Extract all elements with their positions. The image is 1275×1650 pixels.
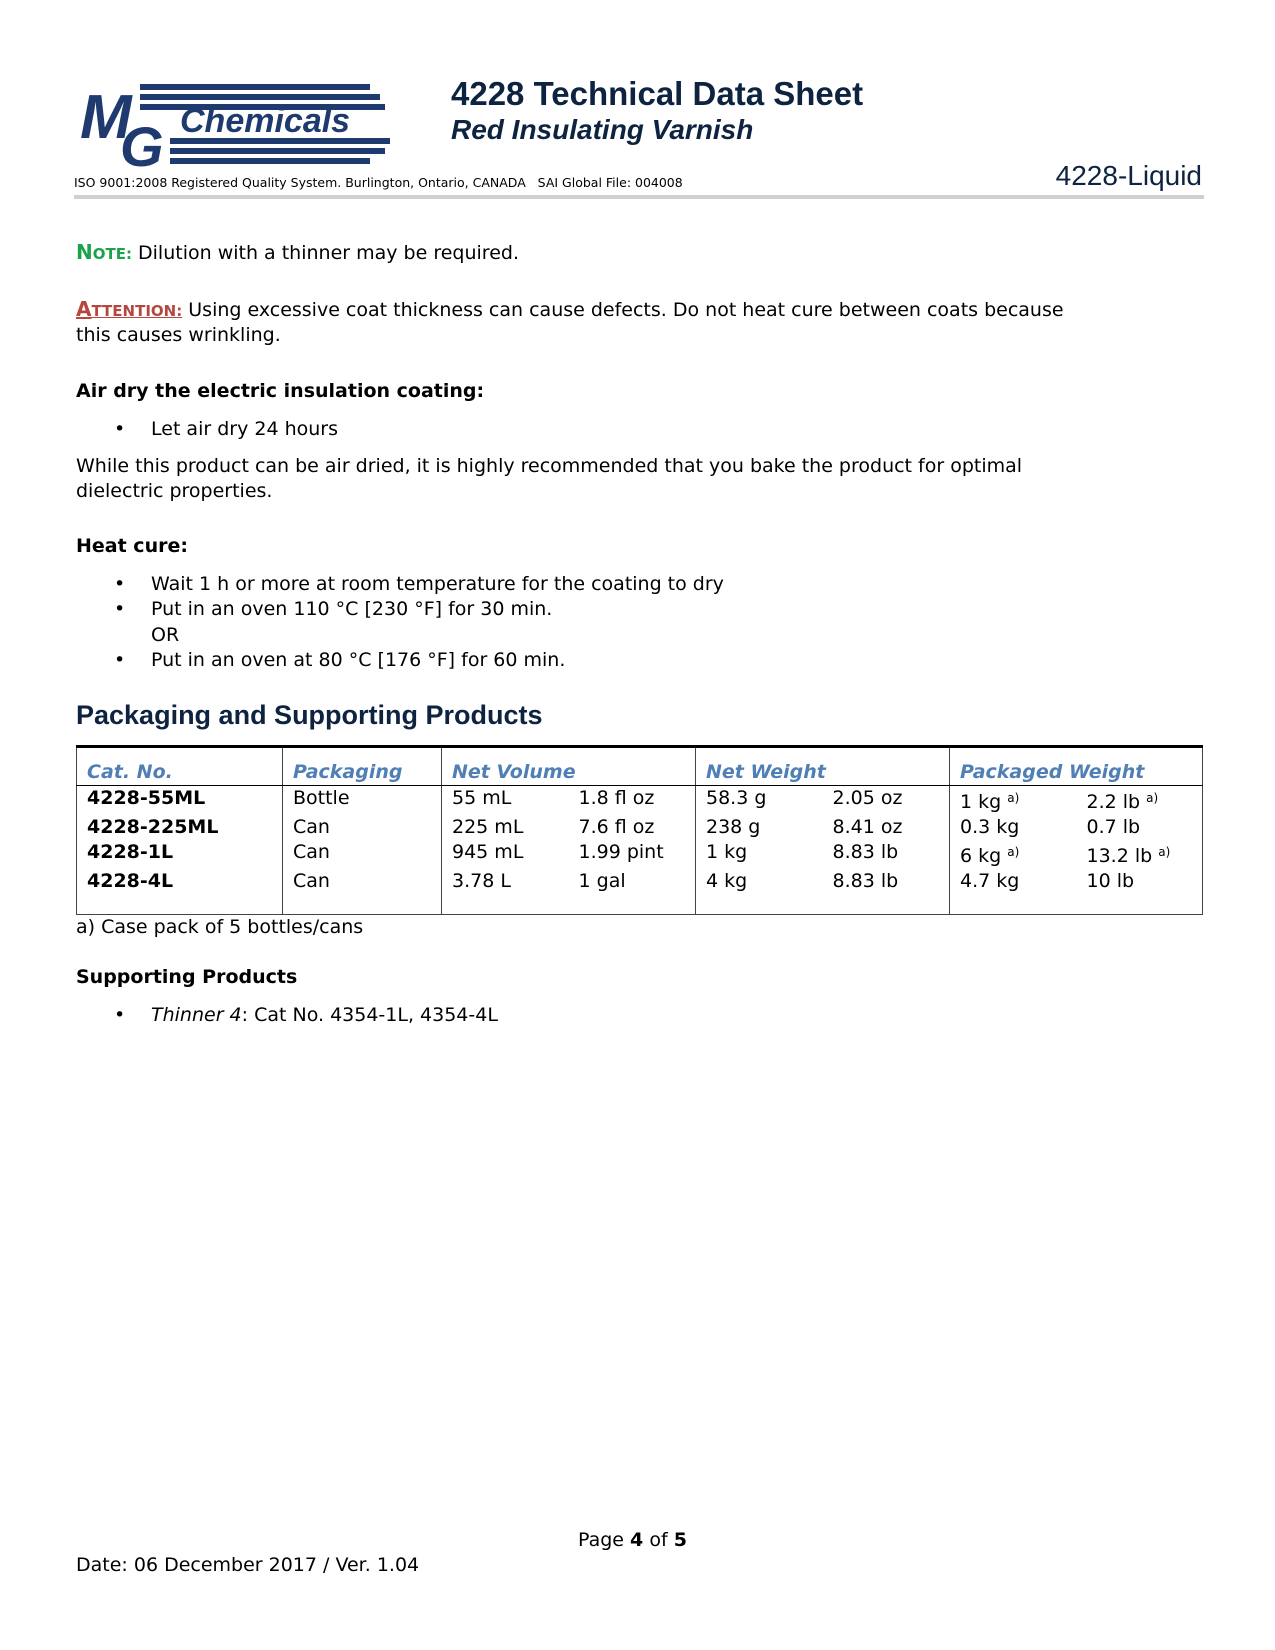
table-cell: Can bbox=[283, 869, 442, 914]
header-divider bbox=[74, 195, 1204, 199]
table-cell: 2.05 oz bbox=[832, 787, 903, 809]
table-row bbox=[77, 815, 1203, 840]
table-row bbox=[77, 840, 1203, 869]
svg-text:M: M bbox=[80, 83, 132, 152]
attention-paragraph: ATTENTION: Using excessive coat thickness can cause defects. Do not heat cure between coats because bbox=[76, 297, 1064, 321]
document-date: Date: 06 December 2017 / Ver. 1.04 bbox=[76, 1554, 420, 1576]
table-cell: 58.3 g bbox=[696, 786, 823, 816]
table-cell: 7.6 fl oz bbox=[578, 816, 655, 838]
table-cell: 1.8 fl oz bbox=[578, 787, 655, 809]
table-cell: 3.78 L bbox=[442, 869, 569, 914]
table-cell: 4228-4L bbox=[87, 870, 174, 892]
table-cell: 2.2 lb $^{a)}$ bbox=[1086, 791, 1159, 813]
air-dry-paragraph-line2: dielectric properties. bbox=[76, 480, 273, 502]
table-cell: Can bbox=[283, 815, 442, 840]
supporting-heading: Supporting Products bbox=[76, 966, 298, 988]
column-header: Packaging bbox=[283, 747, 442, 786]
bullet-icon: • bbox=[114, 573, 126, 595]
svg-text:G: G bbox=[120, 115, 164, 170]
page-number: Page 4 of 5 bbox=[578, 1529, 687, 1551]
bullet-icon: • bbox=[114, 598, 126, 620]
column-header: Packaged Weight bbox=[950, 747, 1203, 786]
product-form: 4228-Liquid bbox=[1055, 160, 1202, 191]
attention-line2: this causes wrinkling. bbox=[76, 324, 281, 346]
table-cell: 0.7 lb bbox=[1086, 816, 1141, 838]
table-cell: 0.3 kg bbox=[950, 815, 1077, 840]
bullet-icon: • bbox=[114, 1004, 126, 1026]
column-header: Net Volume bbox=[442, 747, 696, 786]
mg-chemicals-logo bbox=[80, 80, 390, 170]
table-row bbox=[77, 786, 1203, 816]
table-cell: 8.41 oz bbox=[832, 816, 903, 838]
heat-cure-heading: Heat cure: bbox=[76, 535, 188, 557]
table-cell: Can bbox=[283, 840, 442, 869]
table-cell: 1 kg bbox=[696, 840, 823, 869]
table-cell: 225 mL bbox=[442, 815, 569, 840]
document-title: 4228 Technical Data Sheet bbox=[451, 75, 864, 112]
list-item: Put in an oven at 80 °C [176 °F] for 60 min. bbox=[151, 649, 566, 671]
table-row bbox=[77, 869, 1203, 914]
document-subtitle: Red Insulating Varnish bbox=[451, 114, 754, 145]
note-paragraph: NOTE: Dilution with a thinner may be required. bbox=[76, 240, 519, 264]
table-cell: 10 lb bbox=[1086, 870, 1135, 892]
table-cell: 1 kg $^{a)}$ bbox=[950, 786, 1077, 816]
table-cell: 1.99 pint bbox=[578, 841, 664, 863]
table-cell: 238 g bbox=[696, 815, 823, 840]
list-item: Thinner 4: Cat No. 4354-1L, 4354-4L bbox=[151, 1004, 498, 1026]
or-text: OR bbox=[151, 624, 180, 646]
list-item: Wait 1 h or more at room temperature for the coating to dry bbox=[151, 573, 724, 595]
table-header-row bbox=[77, 747, 1203, 786]
table-cell: 4.7 kg bbox=[950, 869, 1077, 914]
air-dry-heading: Air dry the electric insulation coating: bbox=[76, 380, 485, 402]
iso-statement: ISO 9001:2008 Registered Quality System. Burlington, Ontario, CANADA SAI Global File: 004008 bbox=[74, 175, 683, 190]
table-cell: 945 mL bbox=[442, 840, 569, 869]
table-footnote: a) Case pack of 5 bottles/cans bbox=[76, 916, 364, 938]
column-header: Net Weight bbox=[696, 747, 950, 786]
list-item: Let air dry 24 hours bbox=[151, 418, 338, 440]
table-cell: 8.83 lb bbox=[832, 870, 899, 892]
table-cell: 13.2 lb $^{a)}$ bbox=[1086, 845, 1171, 867]
bullet-icon: • bbox=[114, 418, 126, 440]
table-cell: 4228-225ML bbox=[87, 816, 219, 838]
table-cell: 55 mL bbox=[442, 786, 569, 816]
bullet-icon: • bbox=[114, 649, 126, 671]
list-item: Put in an oven 110 °C [230 °F] for 30 min. bbox=[151, 598, 553, 620]
table-cell: 8.83 lb bbox=[832, 841, 899, 863]
table-cell: 4 kg bbox=[696, 869, 823, 914]
column-header: Cat. No. bbox=[77, 747, 283, 786]
packaging-heading: Packaging and Supporting Products bbox=[76, 700, 543, 730]
svg-text:Chemicals: Chemicals bbox=[180, 102, 351, 140]
packaging-table bbox=[76, 745, 1203, 915]
table-cell: 4228-1L bbox=[87, 841, 174, 863]
table-cell: 4228-55ML bbox=[87, 787, 206, 809]
table-cell: 1 gal bbox=[578, 870, 626, 892]
table-cell: 6 kg $^{a)}$ bbox=[950, 840, 1077, 869]
air-dry-paragraph: While this product can be air dried, it is highly recommended that you bake the product for optimal bbox=[76, 455, 1023, 477]
table-cell: Bottle bbox=[283, 786, 442, 816]
